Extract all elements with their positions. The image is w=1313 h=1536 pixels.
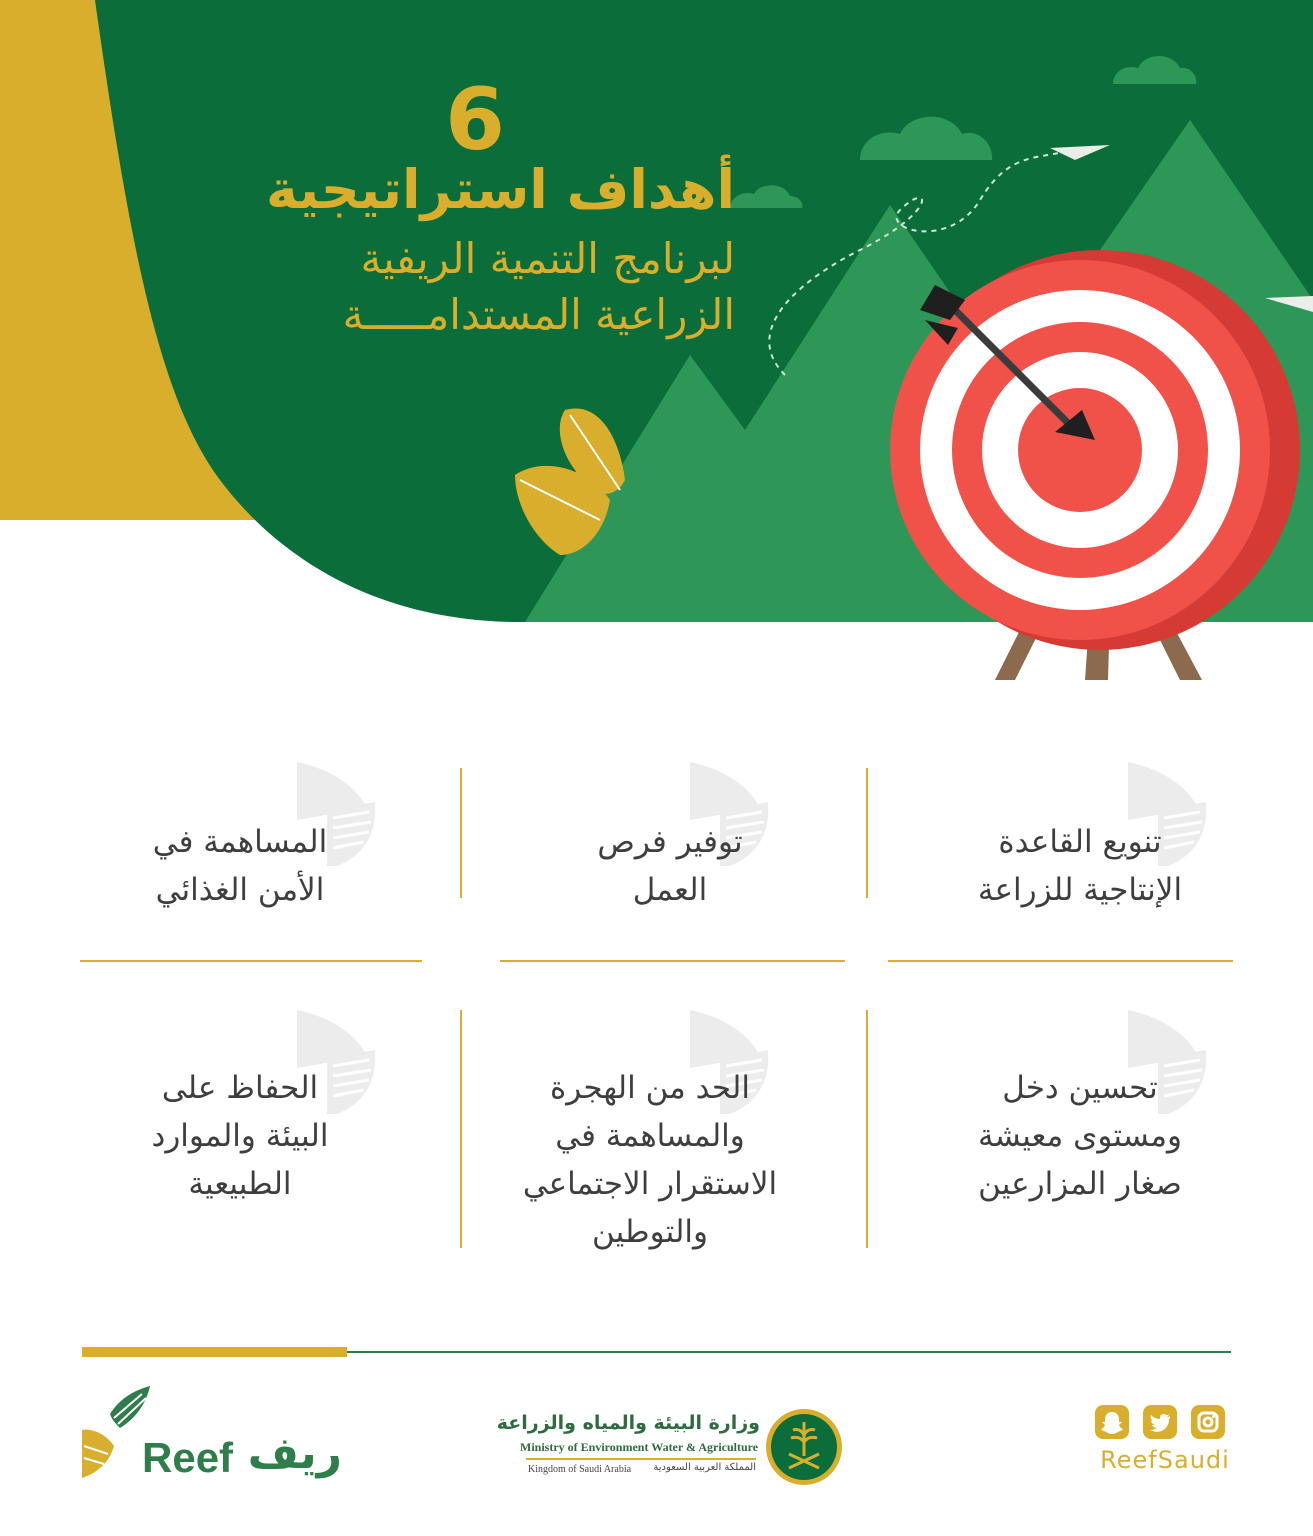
instagram-icon[interactable] [1191,1405,1225,1439]
page-subtitle-line1: لبرنامج التنمية الريفية [360,234,735,283]
goal-text: الحفاظ على البيئة والموارد الطبيعية [151,1070,329,1202]
row-divider [80,960,422,962]
column-divider [460,1010,462,1248]
brand-name-ar: ريف [247,1428,342,1479]
column-divider [460,768,462,898]
row-divider [500,960,845,962]
ministry-rule [526,1458,756,1460]
goal-text: تحسين دخل ومستوى معيشة صغار المزارعين [978,1070,1182,1202]
goal-text: تنويع القاعدة الإنتاجية للزراعة [977,824,1183,908]
goal-text: توفير فرص العمل [597,824,743,908]
kingdom-name-en: Kingdom of Saudi Arabia [528,1464,632,1475]
brand-name-en: Reef [142,1434,234,1481]
hero-illustration [0,0,1313,690]
row-divider [888,960,1233,962]
column-divider [866,1010,868,1248]
footer-rule [347,1351,1231,1353]
page-subtitle-line2: الزراعية المستدامـــــة [342,290,735,339]
goal-text: الحد من الهجرة والمساهمة في الاستقرار الاجتماعي والتوطين [522,1070,778,1250]
kingdom-name-ar: المملكة العربية السعودية [653,1462,756,1473]
ministry-emblem-icon [765,1408,843,1486]
column-divider [866,768,868,898]
ministry-name-en: Ministry of Environment Water & Agriculture [520,1440,759,1454]
ministry-name-ar: وزارة البيئة والمياه والزراعة [496,1412,760,1434]
snapchat-icon[interactable] [1095,1405,1129,1439]
goal-text: المساهمة في الأمن الغذائي [152,824,328,908]
footer-accent-bar [82,1347,347,1357]
goals-count: 6 [445,70,505,170]
social-handle: ReefSaudi [1100,1446,1230,1474]
page-title: أهداف استراتيجية [266,158,735,221]
twitter-icon[interactable] [1143,1405,1177,1439]
